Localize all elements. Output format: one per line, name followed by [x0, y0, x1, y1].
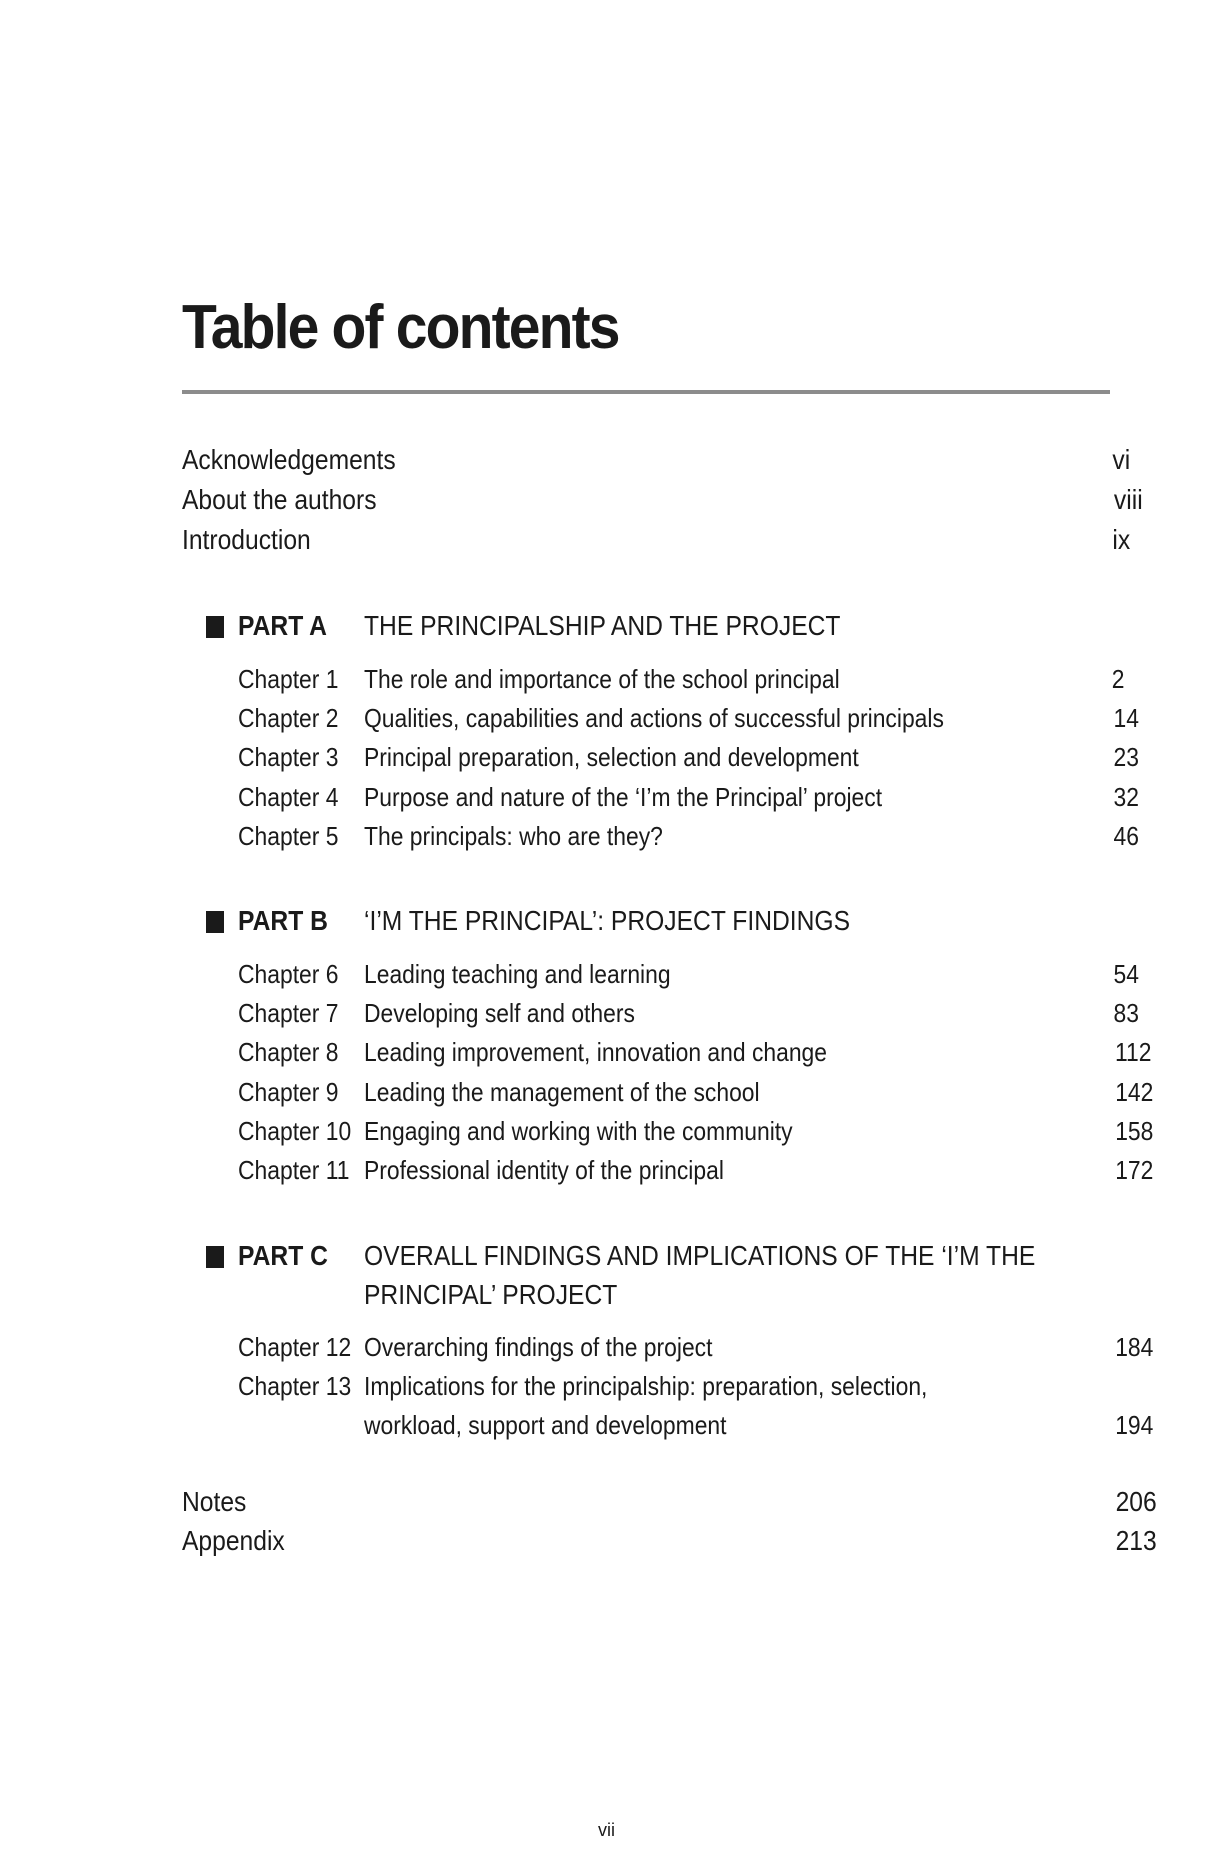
- part-heading[interactable]: PART A THE PRINCIPALSHIP AND THE PROJECT: [0, 606, 1213, 646]
- page-number: vii: [598, 1820, 615, 1840]
- chapter-entry-continued[interactable]: workload, support and development 194: [364, 1410, 1154, 1440]
- chapter-entry[interactable]: Chapter 11 Professional identity of the principal 172: [238, 1155, 1154, 1185]
- chapter-entry[interactable]: Chapter 5 The principals: who are they? 46: [238, 821, 1139, 851]
- page-title: Table of contents: [182, 293, 619, 362]
- toc-entry[interactable]: Notes 206: [182, 1486, 1157, 1517]
- title-rule: [182, 390, 1110, 394]
- chapter-entry[interactable]: Chapter 10 Engaging and working with the community 158: [238, 1116, 1154, 1146]
- toc-entry[interactable]: Acknowledgements vi: [182, 444, 1131, 475]
- chapter-entry[interactable]: Chapter 8 Leading improvement, innovation and change 112: [238, 1037, 1152, 1067]
- chapter-entry[interactable]: Chapter 2 Qualities, capabilities and actions of successful principals 14: [238, 703, 1139, 733]
- chapter-entry[interactable]: Chapter 6 Leading teaching and learning 54: [238, 959, 1139, 989]
- toc-entry[interactable]: Appendix 213: [182, 1525, 1157, 1556]
- chapter-entry[interactable]: Chapter 4 Purpose and nature of the ‘I’m the Principal’ project 32: [238, 782, 1139, 812]
- chapter-entry[interactable]: Chapter 9 Leading the management of the school 142: [238, 1077, 1154, 1107]
- chapter-entry[interactable]: Chapter 1 The role and importance of the school principal 2: [238, 664, 1125, 694]
- chapter-entry[interactable]: Chapter 12 Overarching findings of the project 184: [238, 1332, 1154, 1362]
- part-heading[interactable]: PART C OVERALL FINDINGS AND IMPLICATIONS OF THE ‘I’M THE: [0, 1236, 1213, 1276]
- chapter-entry[interactable]: Chapter 3 Principal preparation, selection and development 23: [238, 742, 1139, 772]
- part-heading-continued: PRINCIPAL’ PROJECT: [364, 1279, 618, 1310]
- part-marker-icon: [206, 1246, 224, 1268]
- toc-entry[interactable]: Introduction ix: [182, 524, 1131, 555]
- chapter-entry[interactable]: Chapter 13 Implications for the principalship: preparation, selection,: [238, 1371, 928, 1401]
- part-heading[interactable]: PART B ‘I’M THE PRINCIPAL’: PROJECT FINDINGS: [0, 901, 1213, 941]
- toc-entry[interactable]: About the authors viii: [182, 484, 1143, 515]
- part-marker-icon: [206, 616, 224, 638]
- part-marker-icon: [206, 911, 224, 933]
- chapter-entry[interactable]: Chapter 7 Developing self and others 83: [238, 998, 1139, 1028]
